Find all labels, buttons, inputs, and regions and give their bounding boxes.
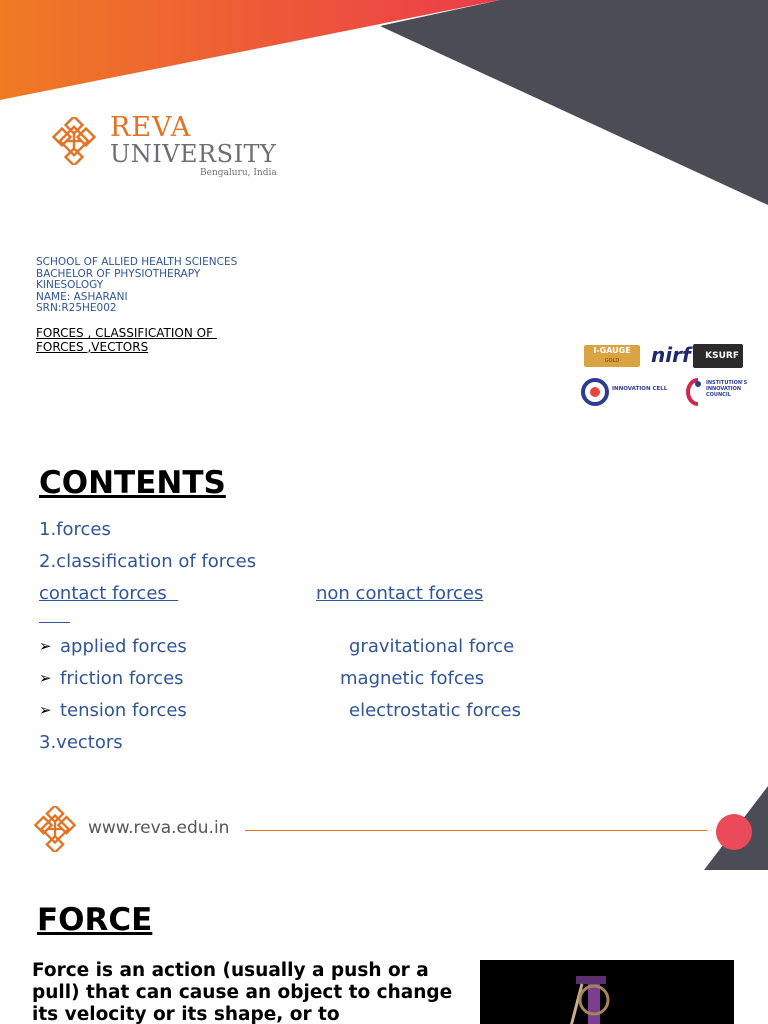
contents-item-vectors: 3.vectors	[39, 732, 123, 753]
innovation-cell-label: INNOVATION CELL	[612, 386, 668, 392]
contents-item-classification: 2.classification of forces	[39, 551, 257, 572]
info-line: NAME: ASHARANI	[36, 290, 128, 303]
info-line: KINESOLOGY	[36, 279, 104, 292]
bullet-arrow-icon: ➢	[39, 669, 52, 687]
website-link[interactable]: www.reva.edu.in	[88, 818, 230, 838]
topic-line: FORCES ,VECTORS	[36, 339, 149, 354]
non-contact-item: magnetic fofces	[340, 668, 485, 689]
contact-forces-heading: contact forces	[39, 583, 179, 604]
orange-banner	[0, 0, 500, 100]
force-definition: Force is an action (usually a push or a pull) that can cause an object to change its velocity or its shape, or to	[32, 960, 453, 1024]
contact-item: friction forces	[60, 668, 184, 689]
info-line: SRN:R25HE002	[36, 302, 117, 315]
ksurf-badge: KSURF	[693, 344, 743, 368]
contact-item: applied forces	[60, 636, 187, 657]
non-contact-item: electrostatic forces	[349, 700, 521, 721]
topic-line: FORCES , CLASSIFICATION OF	[36, 326, 217, 340]
iic-icon	[684, 376, 706, 408]
underline-stub	[39, 622, 70, 623]
reva-knot-icon	[50, 117, 98, 165]
student-info	[36, 257, 237, 315]
force-image	[480, 960, 734, 1024]
bullet-arrow-icon: ➢	[39, 637, 52, 655]
info-line: BACHELOR OF PHYSIOTHERAPY	[36, 267, 201, 280]
footer-divider	[245, 830, 707, 831]
reva-knot-icon	[32, 806, 78, 852]
force-title: FORCE	[37, 902, 153, 938]
footer-corner	[700, 786, 768, 870]
contents-item-forces: 1.forces	[39, 519, 111, 540]
logo-location: Bengaluru, India	[200, 168, 277, 178]
igauge-badge: I-GAUGE GOLD	[584, 345, 640, 367]
logo-name: REVA	[110, 112, 192, 143]
innovation-cell-icon	[581, 378, 611, 406]
title-slide	[0, 0, 768, 440]
info-line: SCHOOL OF ALLIED HEALTH SCIENCES	[36, 256, 238, 268]
bullet-arrow-icon: ➢	[39, 701, 52, 719]
contents-title: CONTENTS	[39, 465, 226, 501]
gray-banner	[380, 0, 768, 205]
force-slide	[0, 870, 768, 1024]
logo-subname: UNIVERSITY	[110, 140, 277, 168]
topic-title	[36, 327, 217, 354]
non-contact-item: gravitational force	[349, 636, 515, 657]
nirf-logo: nirf	[651, 343, 691, 367]
contents-slide	[0, 440, 768, 870]
contact-item: tension forces	[60, 700, 187, 721]
corner-decoration	[0, 0, 768, 440]
pulley-illustration	[480, 960, 734, 1024]
footer-dot	[716, 814, 752, 850]
non-contact-forces-heading: non contact forces	[316, 583, 484, 604]
iic-label: INSTITUTION'S INNOVATION COUNCIL	[706, 380, 748, 398]
